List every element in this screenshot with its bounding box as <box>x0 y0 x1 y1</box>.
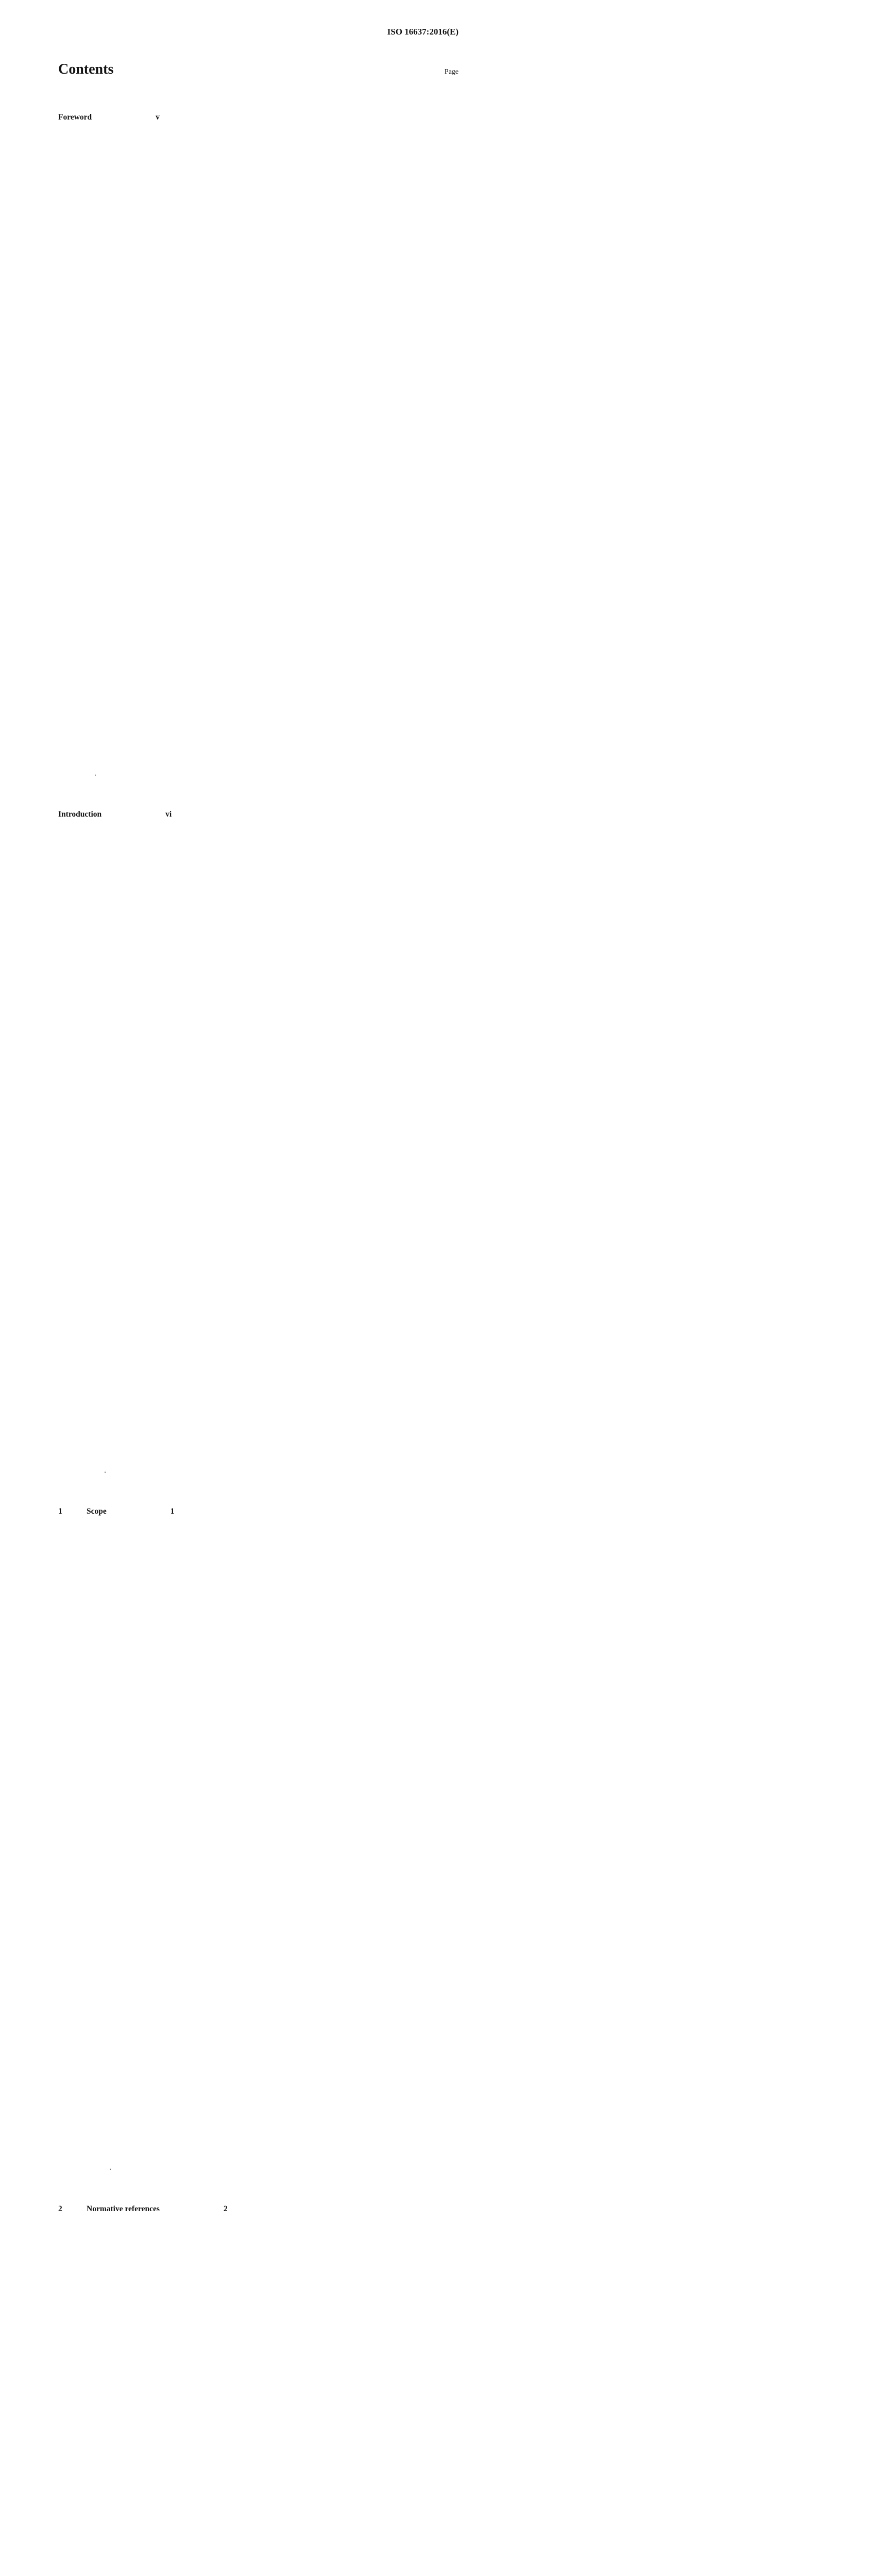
toc-entry-number: 2 <box>58 2204 62 2213</box>
page-column-label: Page <box>444 68 459 76</box>
contents-header <box>58 61 459 78</box>
toc-entry <box>58 2177 459 2576</box>
toc-leader-dots <box>94 774 96 776</box>
document-page <box>0 0 489 2213</box>
toc-entry-page: v <box>97 86 587 778</box>
toc-leader-dots <box>104 1471 106 1473</box>
toc-entry <box>58 783 459 1475</box>
toc-entry-page: vi <box>107 783 597 1475</box>
toc-entry-title: Foreword <box>58 113 92 122</box>
toc-entry-page: 1 <box>112 1480 602 2172</box>
toc-entry <box>58 1480 459 2172</box>
toc-entry-title: Normative references <box>87 2204 160 2213</box>
toc-entry-title: Scope <box>87 1507 107 1516</box>
contents-title: Contents <box>58 61 114 77</box>
toc-entry-page: 2 <box>165 2177 655 2576</box>
document-reference: ISO 16637:2016(E) <box>387 27 459 37</box>
toc-entry-number: 1 <box>58 1507 62 1516</box>
toc-leader-dots <box>109 2168 111 2170</box>
toc-entry-title: Introduction <box>58 810 102 819</box>
toc-entry <box>58 86 459 778</box>
table-of-contents <box>58 86 459 2576</box>
